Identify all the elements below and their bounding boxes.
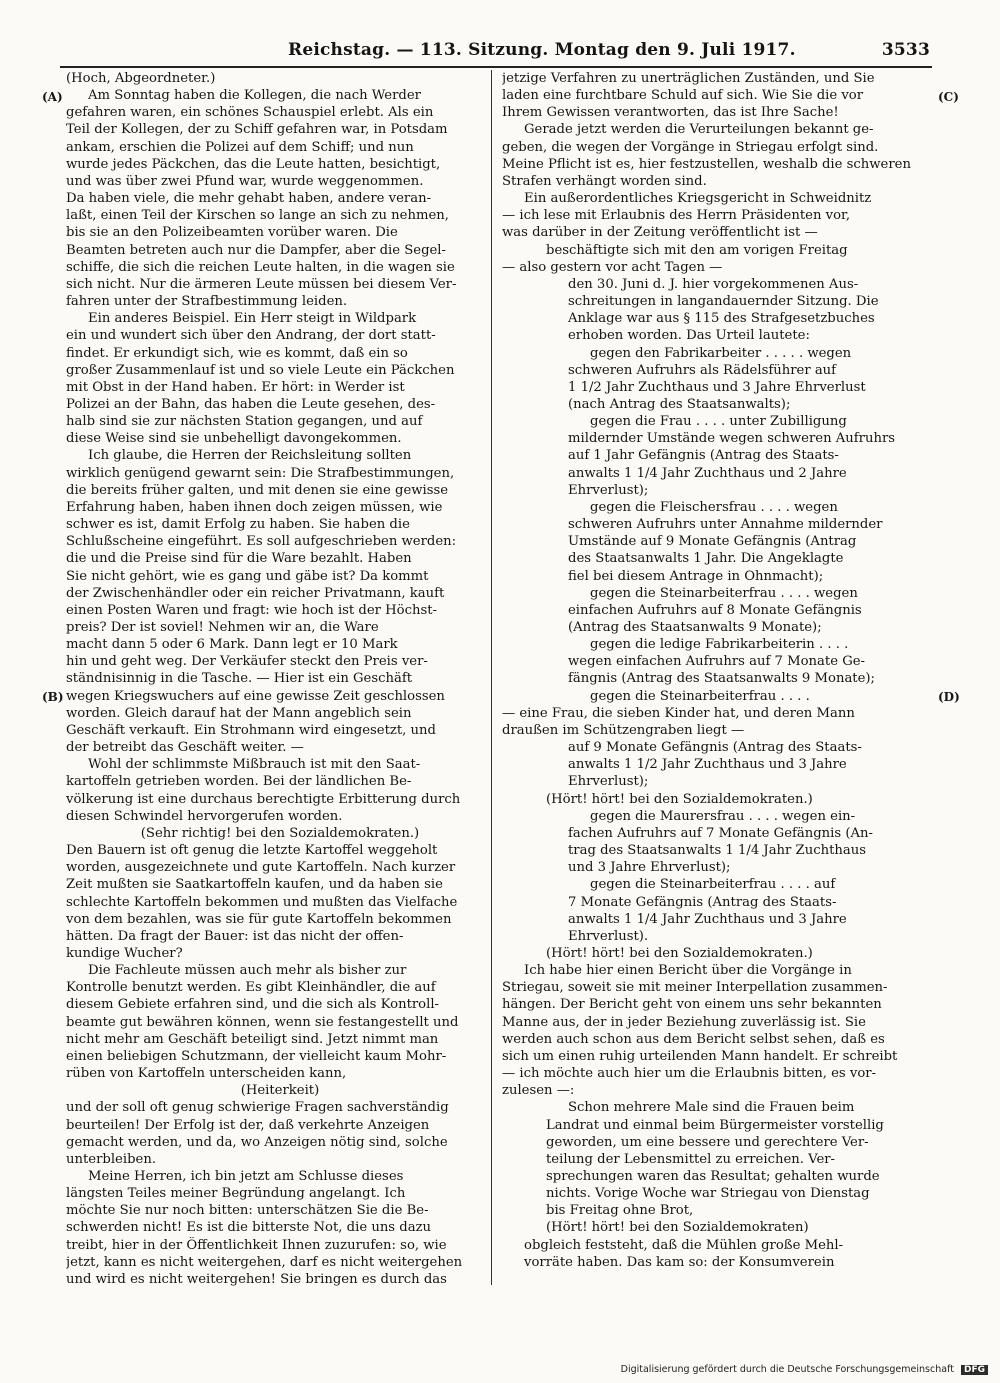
text-line: Umstände auf 9 Monate Gefängnis (Antrag <box>568 534 857 550</box>
text-line: Schon mehrere Male sind die Frauen beim <box>568 1100 855 1116</box>
text-line: sprechungen waren das Resultat; gehalten wurde <box>546 1169 880 1184</box>
text-line: der betreibt das Geschäft weiter. — <box>66 740 304 756</box>
text-line: worden, ausgezeichnete und gute Kartoffeln. Nach kurzer <box>66 860 456 876</box>
text-line: beurteilen! Der Erfolg ist der, daß verkehrte Anzeigen <box>66 1117 430 1133</box>
text-line: diesen Schwindel hervorgerufen worden. <box>66 808 343 824</box>
text-line: und wird es nicht weitergehen! Sie bringen es durch das <box>66 1271 447 1287</box>
text-line: schiffe, die sich die reichen Leute halten, in die wagen sie <box>66 259 455 275</box>
text-line: diese Weise sind sie unbehelligt davongekommen. <box>66 431 402 447</box>
text-line: bis Freitag ohne Brot, <box>546 1203 694 1219</box>
text-line: — eine Frau, die sieben Kinder hat, und deren Mann <box>502 705 855 721</box>
text-line: laden eine furchtbare Schuld auf sich. Wie Sie die vor <box>502 88 864 104</box>
text-line: großer Zusammenlauf ist und so viele Leute ein Päckchen <box>66 362 455 378</box>
text-line: geben, die wegen der Vorgänge in Striegau erfolgt sind. <box>502 139 879 155</box>
text-line: draußen im Schützengraben liegt — <box>502 722 745 738</box>
text-line: fachen Aufruhrs auf 7 Monate Gefängnis (An- <box>568 825 873 841</box>
text-line: schlechte Kartoffeln bekommen und mußten das Vielfache <box>66 894 458 910</box>
text-line: unterbleiben. <box>66 1151 157 1167</box>
text-line: worden. Gleich darauf hat der Mann angeblich sein <box>66 705 412 721</box>
text-line: (nach Antrag des Staatsanwalts); <box>568 396 791 412</box>
text-line: kundige Wucher? <box>66 945 183 961</box>
text-line: 1 1/2 Jahr Zuchthaus und 3 Jahre Ehrverlust <box>568 379 866 395</box>
text-line: hängen. Der Bericht geht von einem uns sehr bekannten <box>502 997 882 1013</box>
text-line: rüben von Kartoffeln unterscheiden kann, <box>66 1066 347 1082</box>
text-line: wegen Kriegswuchers auf eine gewisse Zeit geschlossen <box>66 688 445 704</box>
text-line: sich nicht. Nur die ärmeren Leute müssen bei diesem Ver- <box>66 276 457 292</box>
text-line: gefahren waren, ein schönes Schauspiel erlebt. Als ein <box>66 105 434 121</box>
text-line: die bereits früher galten, und mit denen sie eine gewisse <box>66 482 449 498</box>
margin-mark-b: (B) <box>42 690 64 704</box>
text-line: Zeit mußten sie Saatkartoffeln kaufen, und da haben sie <box>66 877 443 893</box>
text-line: die und die Preise sind für die Ware bezahlt. Haben <box>66 551 412 567</box>
text-line: mit Obst in der Hand haben. Er hört: in Werder ist <box>66 379 405 395</box>
footer-credit <box>596 1364 988 1378</box>
text-line: was darüber in der Zeitung veröffentlicht ist — <box>502 225 818 241</box>
text-line: von dem bezahlen, was sie für gute Kartoffeln bekommen <box>66 911 452 927</box>
text-line: — ich möchte auch hier um die Erlaubnis bitten, es vor- <box>502 1066 877 1082</box>
text-line: jetzige Verfahren zu unerträglichen Zuständen, und Sie <box>502 71 875 86</box>
text-line: treibt, hier in der Öffentlichkeit Ihnen zuzurufen: so, wie <box>66 1237 447 1253</box>
text-line: schwerden nicht! Es ist die bitterste Not, die uns dazu <box>66 1220 432 1236</box>
text-line: Strafen verhängt worden sind. <box>502 173 707 189</box>
text-line: Anklage war aus § 115 des Strafgesetzbuches <box>568 311 875 327</box>
text-line: teilung der Lebensmittel zu erreichen. Ver- <box>546 1151 836 1167</box>
text-line: obgleich feststeht, daß die Mühlen große Mehl- <box>524 1237 844 1253</box>
text-line: Wohl der schlimmste Mißbrauch ist mit den Saat- <box>88 757 421 773</box>
text-line: nichts. Vorige Woche war Striegau von Dienstag <box>546 1186 870 1202</box>
text-line: Gerade jetzt werden die Verurteilungen bekannt ge- <box>524 122 874 138</box>
footer-credit-text: Digitalisierung gefördert durch die Deutsche Forschungsgemeinschaft <box>620 1364 954 1375</box>
page-header <box>60 38 930 64</box>
text-line: Meine Herren, ich bin jetzt am Schlusse dieses <box>88 1169 404 1184</box>
header-rule <box>60 66 932 68</box>
text-line: jetzt, kann es nicht weitergehen, darf es nicht weitergehen <box>66 1254 463 1270</box>
text-line: ein und wundert sich über den Andrang, der dort statt- <box>66 328 436 344</box>
text-line: Meine Pflicht ist es, hier festzustellen, weshalb die schweren <box>502 156 911 172</box>
text-line: Ich glaube, die Herren der Reichsleitung sollten <box>88 448 412 464</box>
text-line: Ehrverlust); <box>568 482 649 498</box>
text-line: Ich habe hier einen Bericht über die Vorgänge in <box>524 963 852 979</box>
text-line: ankam, erschien die Polizei auf dem Schiff; und nun <box>66 139 414 155</box>
text-line: sich um einen ruhig urteilenden Mann handelt. Er schreibt <box>502 1048 898 1064</box>
text-line: gegen die Fleischersfrau . . . . wegen <box>590 499 838 515</box>
text-line: auf 1 Jahr Gefängnis (Antrag des Staats- <box>568 448 839 464</box>
text-line: schweren Aufruhrs als Rädelsführer auf <box>568 362 837 378</box>
text-line: der Zwischenhändler oder ein reicher Privatmann, kauft <box>66 585 445 601</box>
text-line: anwalts 1 1/4 Jahr Zuchthaus und 2 Jahre <box>568 465 847 481</box>
text-line: Geschäft verkauft. Ein Strohmann wird eingesetzt, und <box>66 722 436 738</box>
text-line: wurde jedes Päckchen, das die Leute hatten, besichtigt, <box>66 156 441 172</box>
text-line: — ich lese mit Erlaubnis des Herrn Präsidenten vor, <box>502 208 851 224</box>
text-line: gegen die Steinarbeiterfrau . . . . <box>590 688 810 704</box>
text-line: Die Fachleute müssen auch mehr als bisher zur <box>88 963 407 979</box>
text-line: und 3 Jahre Ehrverlust); <box>568 860 731 876</box>
text-line: halb sind sie zur nächsten Station gegangen, und auf <box>66 414 423 430</box>
text-line: — also gestern vor acht Tagen — <box>502 259 723 275</box>
margin-mark-d: (D) <box>938 690 960 704</box>
text-line: Beamten betreten auch nur die Dampfer, aber die Segel- <box>66 242 446 258</box>
margin-mark-c: (C) <box>938 90 959 104</box>
margin-mark-a: (A) <box>42 90 63 104</box>
text-line: und was über zwei Pfund war, wurde weggenommen. <box>66 173 424 189</box>
text-line: gegen den Fabrikarbeiter . . . . . wegen <box>590 345 852 361</box>
text-line: (Hört! hört! bei den Sozialdemokraten.) <box>546 791 813 807</box>
text-line: (Antrag des Staatsanwalts 9 Monate); <box>568 620 822 635</box>
text-line: bis sie an den Polizeibeamten vorüber waren. Die <box>66 225 398 241</box>
text-line: Teil der Kollegen, der zu Schiff gefahren war, in Potsdam <box>66 122 448 138</box>
text-line: Ein anderes Beispiel. Ein Herr steigt in Wildpark <box>88 311 417 327</box>
text-line: und der soll oft genug schwierige Fragen sachverständig <box>66 1100 449 1116</box>
text-line: längsten Teiles meiner Begründung angelangt. Ich <box>66 1186 406 1202</box>
text-line: Polizei an der Bahn, das haben die Leute gesehen, des- <box>66 396 436 412</box>
text-line: möchte Sie nur noch bitten: unterschätzen Sie die Be- <box>66 1203 429 1219</box>
text-line: (Heiterkeit) <box>240 1083 320 1099</box>
text-line: schweren Aufruhrs unter Annahme mildernder <box>568 517 883 533</box>
text-line: (Sehr richtig! bei den Sozialdemokraten.) <box>140 825 420 841</box>
text-line: Landrat und einmal beim Bürgermeister vorstellig <box>546 1117 884 1133</box>
text-line: vorräte haben. Das kam so: der Konsumverein <box>524 1254 835 1270</box>
text-line: findet. Er erkundigt sich, wie es kommt, daß ein so <box>66 345 408 361</box>
text-line: schreitungen in langandauernder Sitzung. Die <box>568 294 879 310</box>
text-line: Schlußscheine eingeführt. Es soll aufgeschrieben werden: <box>66 534 457 550</box>
dfg-logo: DFG <box>961 1365 988 1375</box>
text-line: einfachen Aufruhrs auf 8 Monate Gefängnis <box>568 602 862 618</box>
text-line: wirklich genügend gewarnt sein: Die Strafbestimmungen, <box>66 465 455 481</box>
text-line: (Hoch, Abgeordneter.) <box>66 71 216 86</box>
text-line: ständnisinnig in die Tasche. — Hier ist ein Geschäft <box>66 671 413 687</box>
text-line: (Hört! hört! bei den Sozialdemokraten.) <box>546 945 813 961</box>
text-line: gegen die Maurersfrau . . . . wegen ein- <box>590 808 856 824</box>
text-line: fiel bei diesem Antrage in Ohnmacht); <box>568 568 824 584</box>
text-line: geworden, um eine bessere und gerechtere Ver- <box>546 1134 869 1150</box>
text-line: nicht mehr am Geschäft beteiligt sind. Jetzt nimmt man <box>66 1031 439 1047</box>
text-line: Erfahrung haben, haben ihnen doch zeigen müssen, wie <box>66 499 443 515</box>
text-line: Ehrverlust). <box>568 928 649 944</box>
text-line: einen Posten Waren und fragt: wie hoch ist der Höchst- <box>66 602 438 618</box>
text-line: 7 Monate Gefängnis (Antrag des Staats- <box>568 894 837 910</box>
text-line: trag des Staatsanwalts 1 1/4 Jahr Zuchthaus <box>568 843 867 859</box>
text-line: Am Sonntag haben die Kollegen, die nach Werder <box>88 88 421 104</box>
text-line: anwalts 1 1/2 Jahr Zuchthaus und 3 Jahre <box>568 757 847 773</box>
text-line: macht dann 5 oder 6 Mark. Dann legt er 10 Mark <box>66 637 398 653</box>
text-line: gemacht werden, und da, wo Anzeigen nötig sind, solche <box>66 1134 448 1150</box>
text-line: hin und geht weg. Der Verkäufer steckt den Preis ver- <box>66 654 428 670</box>
page-number: 3533 <box>881 40 930 60</box>
right-text-column <box>502 70 930 1271</box>
text-line: gegen die Steinarbeiterfrau . . . . auf <box>590 877 836 893</box>
text-line: Kontrolle benutzt werden. Es gibt Kleinhändler, die auf <box>66 980 436 996</box>
text-line: Striegau, soweit sie mit meiner Interpellation zusammen- <box>502 980 888 996</box>
text-line: Ihrem Gewissen verantworten, das ist Ihre Sache! <box>502 105 839 121</box>
text-line: gegen die Steinarbeiterfrau . . . . wegen <box>590 585 858 601</box>
running-title: Reichstag. — 113. Sitzung. Montag den 9. Juli 1917. <box>288 40 796 60</box>
text-line: Sie nicht gehört, wie es gang und gäbe ist? Da kommt <box>66 568 429 584</box>
text-line: zulesen —: <box>502 1083 575 1099</box>
text-line: Da haben viele, die mehr gehabt haben, andere veran- <box>66 191 432 207</box>
text-line: kartoffeln getrieben worden. Bei der ländlichen Be- <box>66 774 412 790</box>
text-line: laßt, einen Teil der Kirschen so lange an sich zu nehmen, <box>66 208 449 224</box>
text-line: Ehrverlust); <box>568 774 649 790</box>
text-line: beamte gut bewähren können, wenn sie festangestellt und <box>66 1014 459 1030</box>
text-line: preis? Der ist soviel! Nehmen wir an, die Ware <box>66 620 379 635</box>
text-line: gegen die ledige Fabrikarbeiterin . . . . <box>590 637 849 653</box>
text-line: beschäftigte sich mit den am vorigen Freitag <box>546 242 848 258</box>
left-text-column <box>66 70 494 1288</box>
text-line: des Staatsanwalts 1 Jahr. Die Angeklagte <box>568 551 844 567</box>
text-line: völkerung ist eine durchaus berechtigte Erbitterung durch <box>66 791 461 807</box>
text-line: werden auch schon aus dem Bericht selbst sehen, daß es <box>502 1031 885 1047</box>
text-line: hätten. Da fragt der Bauer: ist das nicht der offen- <box>66 928 404 944</box>
text-line: diesem Gebiete erfahren sind, und die sich als Kontroll- <box>66 997 440 1013</box>
text-line: den 30. Juni d. J. hier vorgekommenen Aus- <box>568 276 859 292</box>
text-line: (Hört! hört! bei den Sozialdemokraten) <box>546 1220 809 1236</box>
text-line: gegen die Frau . . . . unter Zubilligung <box>590 414 847 430</box>
text-line: Manne aus, der in jeder Beziehung zuverlässig ist. Sie <box>502 1014 866 1030</box>
text-line: fängnis (Antrag des Staatsanwalts 9 Monate); <box>568 671 875 687</box>
text-line: einen beliebigen Schutzmann, der vielleicht kaum Mohr- <box>66 1048 447 1064</box>
text-line: mildernder Umstände wegen schweren Aufruhrs <box>568 431 896 447</box>
text-line: Den Bauern ist oft genug die letzte Kartoffel weggeholt <box>66 843 438 859</box>
text-line: erhoben worden. Das Urteil lautete: <box>568 328 810 344</box>
text-line: auf 9 Monate Gefängnis (Antrag des Staats- <box>568 740 862 756</box>
text-line: fahren unter der Strafbestimmung leiden. <box>66 294 348 310</box>
text-line: anwalts 1 1/4 Jahr Zuchthaus und 3 Jahre <box>568 911 847 927</box>
text-line: Ein außerordentliches Kriegsgericht in Schweidnitz <box>524 191 872 207</box>
text-line: schwer es ist, damit Erfolg zu haben. Sie haben die <box>66 517 410 533</box>
text-line: wegen einfachen Aufruhrs auf 7 Monate Ge- <box>568 654 866 670</box>
